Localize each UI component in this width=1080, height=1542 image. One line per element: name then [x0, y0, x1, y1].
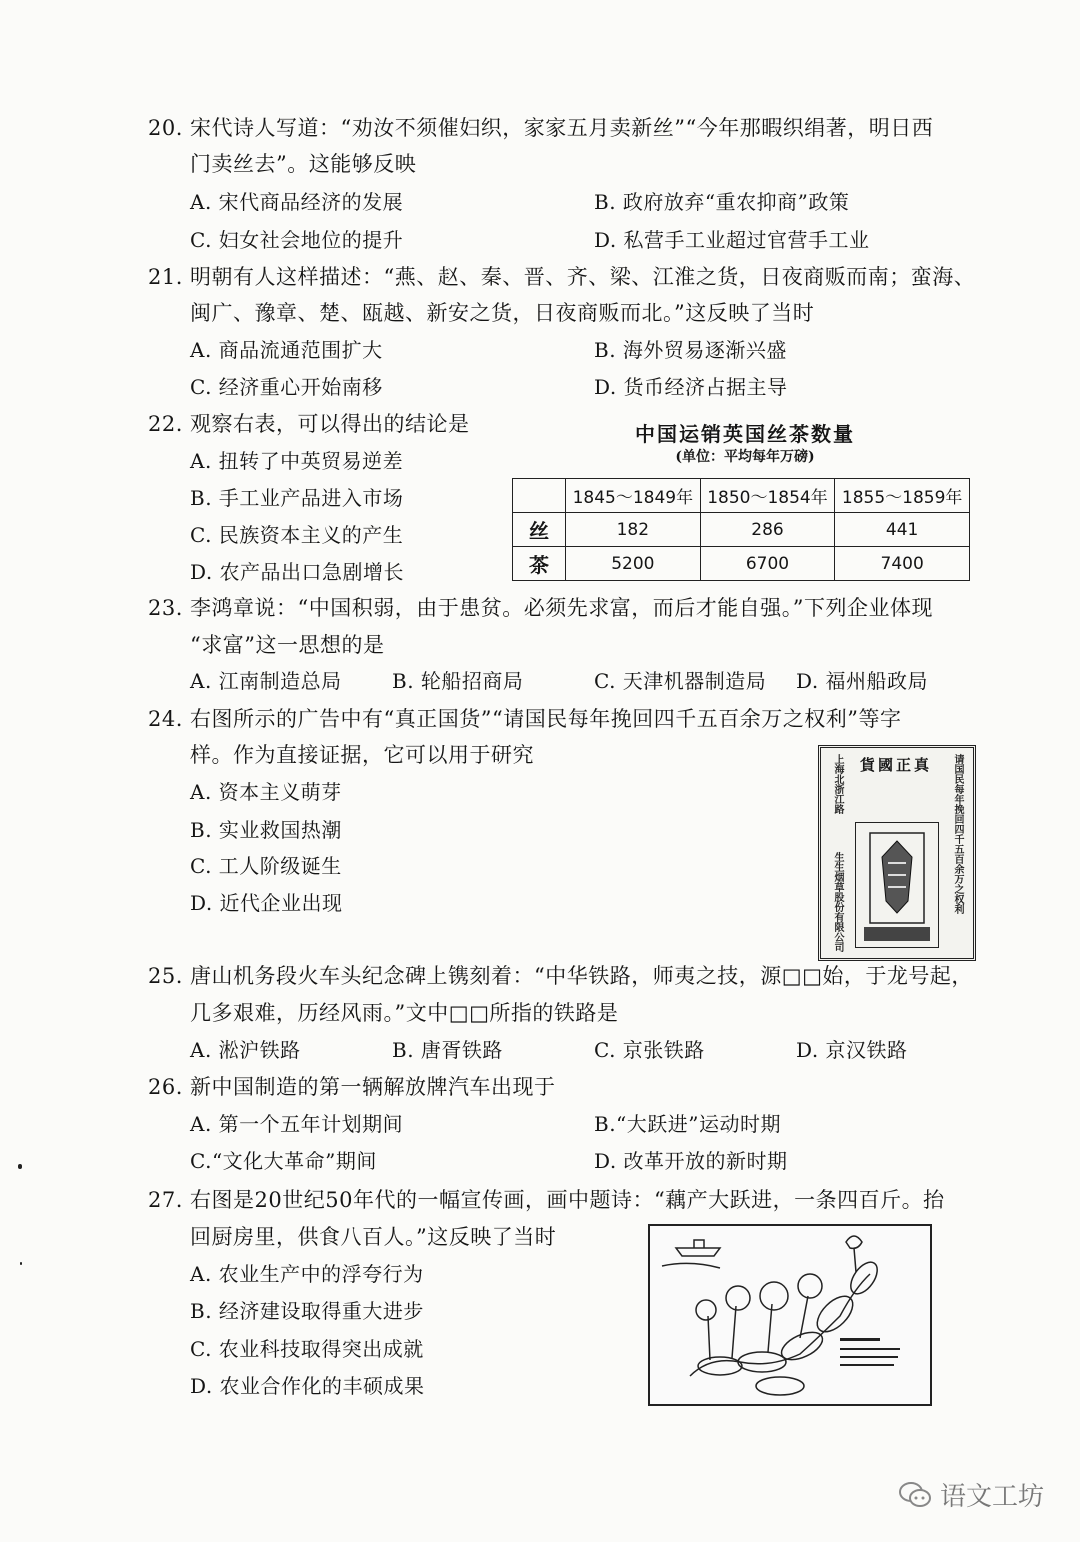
silk-tea-table	[512, 478, 970, 581]
q20-stem: 20. 宋代诗人写道：“劝汝不须催妇织，家家五月卖新丝”“今年那暇织绢著，明日西	[148, 116, 934, 140]
q27-option-b: B. 经济建设取得重大进步	[190, 1299, 424, 1323]
ad-emblem	[855, 822, 939, 948]
scan-speck	[20, 1262, 22, 1265]
table-corner-cell	[513, 479, 566, 513]
scan-speck	[18, 1164, 22, 1169]
q23-option-d: D. 福州船政局	[796, 669, 929, 693]
q24-option-b: B. 实业救国热潮	[190, 818, 342, 842]
ad-company: 生生烟草股份有限公司	[832, 852, 843, 952]
q25-stem-cont: 几多艰难，历经风雨。”文中□□所指的铁路是	[190, 1001, 619, 1025]
q21-option-d: D. 货币经济占据主导	[594, 375, 788, 399]
q25-option-b: B. 唐胥铁路	[392, 1038, 503, 1062]
q24-stem: 24. 右图所示的广告中有“真正国货”“请国民每年挽回四千五百余万之权利”等字	[148, 707, 902, 731]
table-header-row	[513, 479, 970, 513]
q21-option-b: B. 海外贸易逐渐兴盛	[594, 338, 787, 362]
q27-stem: 27. 右图是20世纪50年代的一幅宣传画，画中题诗：“藕产大跃进，一条四百斤。抬	[148, 1188, 945, 1212]
q22-option-a: A. 扭转了中英贸易逆差	[190, 449, 404, 473]
watermark-text: 语文工坊	[939, 1482, 1044, 1512]
q22-option-d: D. 农产品出口急剧增长	[190, 560, 405, 584]
table-title: 中国运销英国丝茶数量	[635, 422, 855, 446]
q20-option-b: B. 政府放弃“重农抑商”政策	[594, 190, 850, 214]
table-header-cell: 1850～1854年	[700, 479, 835, 513]
q21-stem: 21. 明朝有人这样描述：“燕、赵、秦、晋、齐、梁、江淮之货，日夜商贩而南；蛮海、	[148, 265, 976, 289]
q23-option-b: B. 轮船招商局	[392, 669, 524, 693]
ad-title: 貨國正真	[859, 756, 932, 774]
q22-option-c: C. 民族资本主义的产生	[190, 523, 404, 547]
q24-option-a: A. 资本主义萌芽	[190, 780, 342, 804]
table-cell: 286	[700, 513, 835, 547]
q23-option-a: A. 江南制造总局	[190, 669, 342, 693]
q25-option-a: A. 淞沪铁路	[190, 1038, 301, 1062]
cigarette-advertisement	[818, 745, 976, 961]
q25-option-d: D. 京汉铁路	[796, 1038, 908, 1062]
q23-stem: 23. 李鸿章说：“中国积弱，由于患贫。必须先求富，而后才能自强。”下列企业体现	[148, 596, 933, 620]
q20-option-d: D. 私营手工业超过官营手工业	[594, 228, 870, 252]
q21-option-a: A. 商品流通范围扩大	[190, 338, 383, 362]
table-header-cell: 1845～1849年	[566, 479, 701, 513]
q26-option-d: D. 改革开放的新时期	[594, 1149, 788, 1173]
q27-option-d: D. 农业合作化的丰硕成果	[190, 1374, 425, 1398]
table-unit: (单位：平均每年万磅)	[675, 449, 815, 465]
table-row-label: 丝	[513, 513, 566, 547]
q26-stem: 26. 新中国制造的第一辆解放牌汽车出现于	[148, 1075, 556, 1099]
q26-option-c: C.“文化大革命”期间	[190, 1149, 377, 1173]
ad-address: 上海北浙江路	[832, 754, 843, 814]
q25-option-c: C. 京张铁路	[594, 1038, 705, 1062]
table-header-cell: 1855～1859年	[835, 479, 970, 513]
ad-slogan: 请国民每年挽回四千五百余万之权利	[952, 754, 963, 914]
table-row-label: 茶	[513, 547, 566, 581]
q23-stem-cont: “求富”这一思想的是	[190, 633, 385, 657]
q24-option-c: C. 工人阶级诞生	[190, 854, 342, 878]
q27-stem-cont: 回厨房里，供食八百人。”这反映了当时	[190, 1225, 557, 1249]
q24-option-d: D. 近代企业出现	[190, 891, 343, 915]
q27-option-c: C. 农业科技取得突出成就	[190, 1337, 424, 1361]
table-row	[513, 513, 970, 547]
table-cell: 5200	[566, 547, 701, 581]
q25-stem: 25. 唐山机务段火车头纪念碑上镌刻着：“中华铁路，师夷之技，源□□始，于龙号起，	[148, 964, 973, 988]
table-cell: 182	[566, 513, 701, 547]
q26-option-b: B.“大跃进”运动时期	[594, 1112, 782, 1136]
watermark	[898, 1476, 1044, 1513]
q21-stem-cont: 闽广、豫章、楚、瓯越、新安之货，日夜商贩而北。”这反映了当时	[190, 301, 815, 325]
q20-stem-cont: 门卖丝去”。这能够反映	[190, 152, 417, 176]
q20-option-c: C. 妇女社会地位的提升	[190, 228, 404, 252]
chat-bubble-icon	[898, 1480, 932, 1510]
q23-option-c: C. 天津机器制造局	[594, 669, 767, 693]
lotus-root-propaganda-poster	[648, 1224, 932, 1406]
q26-option-a: A. 第一个五年计划期间	[190, 1112, 404, 1136]
q21-option-c: C. 经济重心开始南移	[190, 375, 383, 399]
table-cell: 6700	[700, 547, 835, 581]
table-row	[513, 547, 970, 581]
q22-option-b: B. 手工业产品进入市场	[190, 486, 404, 510]
q22-stem: 22. 观察右表，可以得出的结论是	[148, 412, 470, 436]
q27-option-a: A. 农业生产中的浮夸行为	[190, 1262, 424, 1286]
table-cell: 441	[835, 513, 970, 547]
q20-option-a: A. 宋代商品经济的发展	[190, 190, 404, 214]
table-cell: 7400	[835, 547, 970, 581]
q24-stem-cont: 样。作为直接证据，它可以用于研究	[190, 743, 534, 767]
